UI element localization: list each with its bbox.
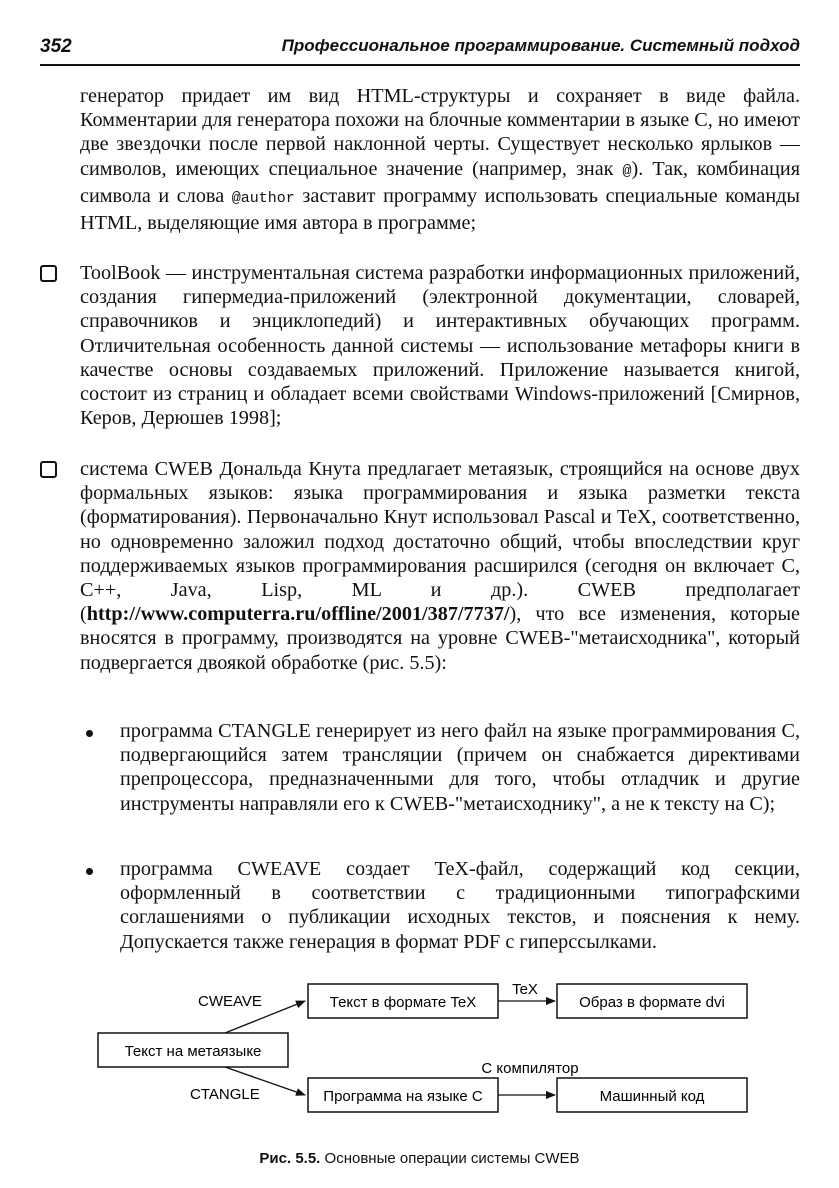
toolbook-text: ToolBook — инструментальная система разработки информационных приложений, создания гипермедиа-приложений (электронной документации, словарей, справочников и энциклопедий) и интерактивных обучающих программ. Отличительная особенность данной системы — использование метафоры книги в качестве основы создаваемых приложений. Приложение называется книгой, состоит из страниц и обладает всеми свойствами Windows-приложений [Смирнов, Керов, Дерюшев 1998]; bbox=[80, 262, 800, 430]
figure-caption bbox=[0, 1150, 839, 1167]
bullet-dot-icon bbox=[86, 868, 93, 875]
intro-text-3: заставит программу использовать специальные команды HTML, выделяющие имя автора в программе; bbox=[80, 184, 800, 235]
cweave-label: CWEAVE bbox=[198, 993, 262, 1010]
cweb-url-link[interactable]: http://www.computerra.ru/offline/2001/387/7737/ bbox=[86, 603, 510, 626]
cweb-text-1: система CWEB Дональда Кнута предлагает метаязык, строящийся на основе двух формальных языков: языка программирования и языка разметки текста (форматирования). Первоначально Кнут использовал Pascal и TeX, соответственно, но одновременно заложил подход достаточно общий, чтобы впоследствии круг поддерживаемых языков программирования расширился (сегодня он включает C, C++, Java, Lisp, ML и др.). CWEB предполагает ( bbox=[80, 458, 800, 626]
intro-text-2: ). Так, комбинация символа и слова bbox=[80, 157, 800, 207]
intro-text-1: генератор придает им вид HTML-структуры и сохраняет в виде файла. Комментарии для генератора похожи на блочные комментарии в языке С, но имеют две звездочки после первой наклонной черты. Существует несколько ярлыков — символов, имеющих специальное значение (например, знак bbox=[80, 85, 800, 180]
checkbox-bullet-icon bbox=[40, 461, 57, 478]
checkbox-bullet-icon bbox=[40, 265, 57, 282]
code-at-sign: @ bbox=[622, 162, 632, 180]
caption-text: Основные операции системы CWEB bbox=[324, 1150, 580, 1167]
bullet-dot-icon bbox=[86, 730, 93, 737]
page-header bbox=[40, 36, 800, 66]
machine-code-box-label: Машинный код bbox=[599, 1088, 705, 1105]
intro-paragraph bbox=[80, 84, 800, 235]
dvi-box-label: Образ в формате dvi bbox=[579, 994, 725, 1011]
cweb-text-2: ), что все изменения, которые вносятся в программу, производятся на уровне CWEB-"метаисходника", который подвергается двоякой обработке (рис. 5.5): bbox=[80, 603, 800, 674]
cweb-diagram bbox=[0, 970, 839, 1150]
compiler-edge-label: С компилятор bbox=[481, 1060, 579, 1077]
diagram-svg bbox=[0, 970, 839, 1150]
source-box-label: Текст на метаязыке bbox=[124, 1043, 262, 1060]
cweave-text: программа CWEAVE создает TeX-файл, содержащий код секции, оформленный в соответствии с традиционными типографскими соглашениями о публикации исходных текстов, и пояснения к нему. Допускается также генерация в формат PDF с гиперссылками. bbox=[120, 858, 800, 953]
ctangle-label: CTANGLE bbox=[190, 1086, 260, 1103]
tex-box-label: Текст в формате TeX bbox=[329, 994, 477, 1011]
code-author-tag: @author bbox=[231, 189, 295, 207]
tex-edge-label: TeX bbox=[512, 981, 538, 998]
caption-label: Рис. 5.5. bbox=[259, 1150, 321, 1167]
ctangle-text: программа CTANGLE генерирует из него файл на языке программирования С, подвергающийся затем трансляции (причем он снабжается директивами препроцессора, предназначенными для того, чтобы отладчик и другие инструменты направляли его к CWEB-"метаисходнику", а не к тексту на С); bbox=[120, 720, 800, 815]
c-program-box-label: Программа на языке С bbox=[323, 1088, 483, 1105]
page-number: 352 bbox=[40, 36, 72, 57]
running-title: Профессиональное программирование. Системный подход bbox=[281, 36, 800, 55]
cweb-text bbox=[80, 457, 800, 675]
